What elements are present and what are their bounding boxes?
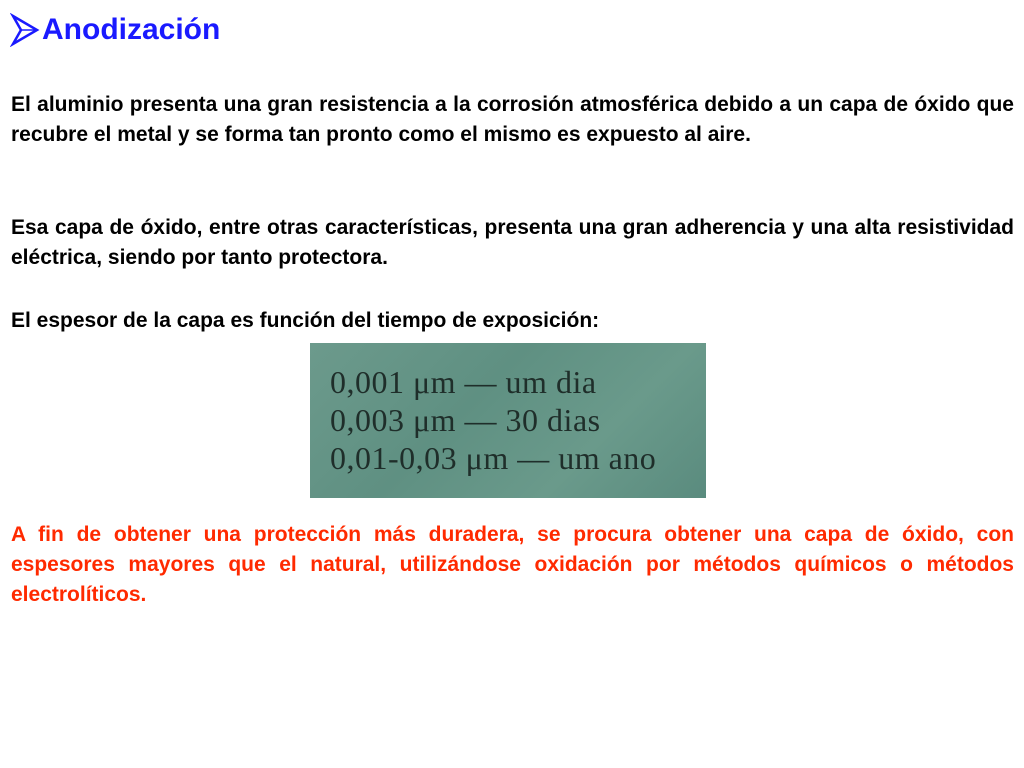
thickness-photo <box>310 343 706 498</box>
paragraph-oxide-properties: Esa capa de óxido, entre otras características, presenta una gran adherencia y una alta resistividad eléctrica, siendo por tanto protectora. <box>11 216 1014 269</box>
photo-line-thirty-days: 0,003 μm — 30 dias <box>330 402 601 438</box>
paragraph-thickness-intro: El espesor de la capa es función del tiempo de exposición: <box>11 309 600 332</box>
paragraph-protection-methods: A fin de obtener una protección más duradera, se procura obtener una capa de óxido, con espesores mayores que el natural, utilizándose oxidación por métodos químicos o métodos electrolíticos. <box>11 523 1014 606</box>
title-row <box>10 10 220 50</box>
arrowhead-bullet-icon <box>10 13 40 47</box>
slide-title: Anodización <box>42 13 221 46</box>
paragraph-oxide-layer: El aluminio presenta una gran resistencia a la corrosión atmosférica debido a un capa de óxido que recubre el metal y se forma tan pronto como el mismo es expuesto al aire. <box>11 93 1014 146</box>
photo-line-one-year: 0,01-0,03 μm — um ano <box>330 440 657 476</box>
photo-line-one-day: 0,001 μm — um dia <box>330 364 597 400</box>
